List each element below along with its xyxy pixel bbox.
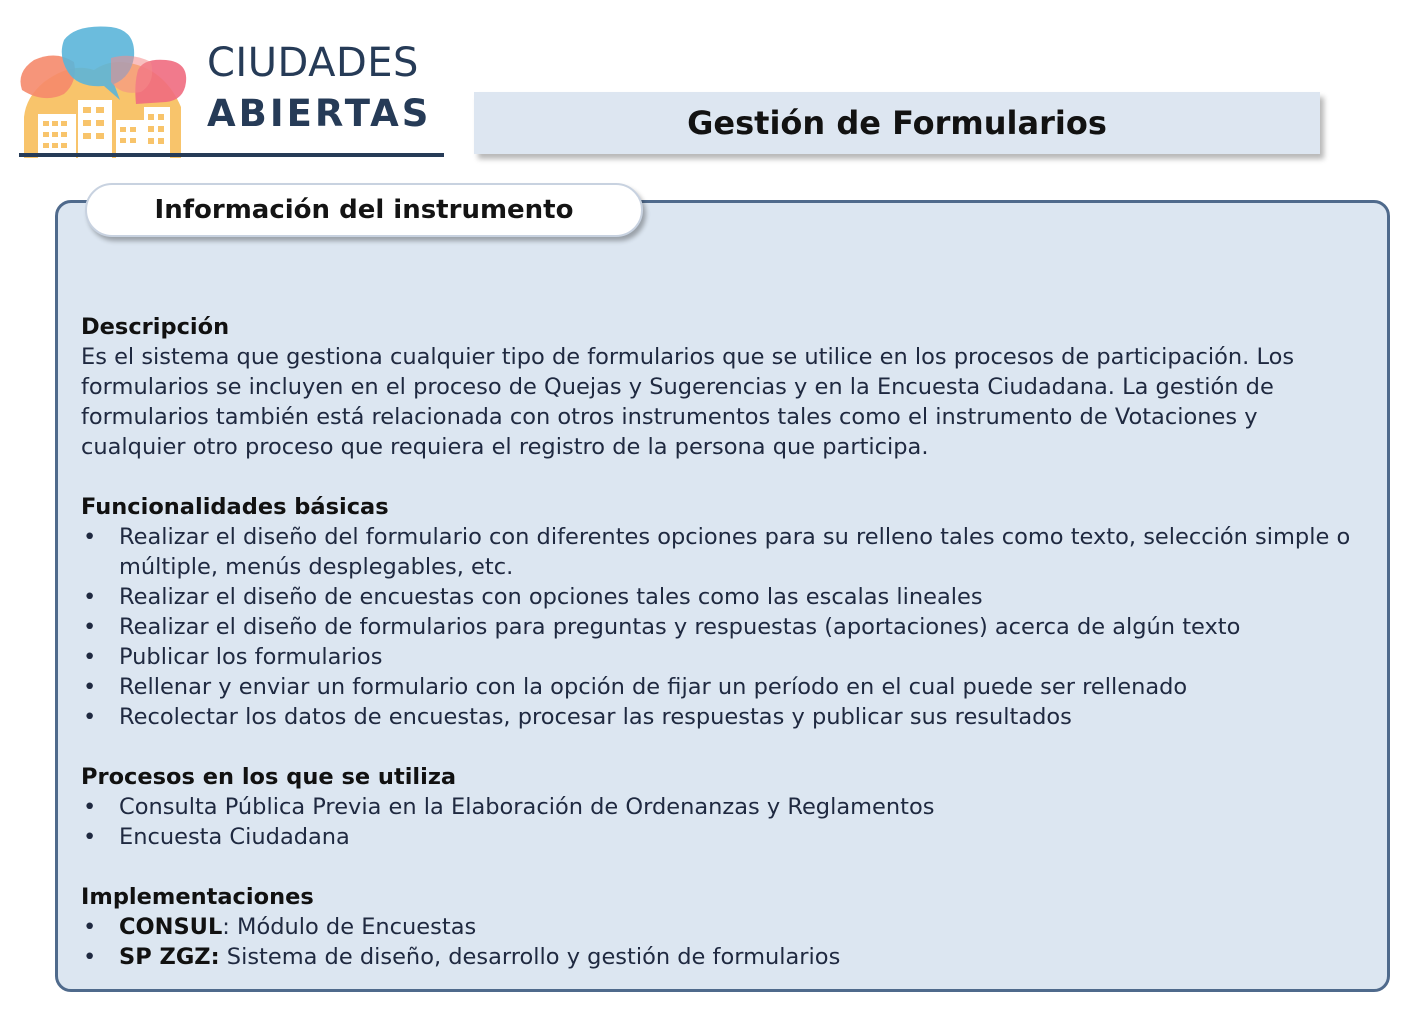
list-item: • Consulta Pública Previa en la Elaboración de Ordenanzas y Reglamentos	[81, 792, 1361, 822]
implementation-text: Sistema de diseño, desarrollo y gestión de formularios	[226, 944, 841, 970]
list-item: • Realizar el diseño de formularios para preguntas y respuestas (aportaciones) acerca de algún texto	[81, 612, 1361, 642]
processes-list	[81, 792, 1361, 852]
features-heading: Funcionalidades básicas	[81, 494, 389, 520]
city-speech-bubbles-icon	[16, 22, 206, 158]
list-item	[81, 942, 1361, 972]
page-title: Gestión de Formularios	[474, 92, 1320, 154]
ciudades-abiertas-logo	[16, 22, 448, 162]
description-text: Es el sistema que gestiona cualquier tipo de formularios que se utilice en los procesos de participación. Los formularios se incluyen en el proceso de Quejas y Sugerencias y en la Encuesta Ciudadana. La gestión de formularios también está relacionada con otros instrumentos tales como el instrumento de Votaciones y cualquier otro proceso que requiera el registro de la persona que participa.	[81, 344, 1295, 460]
list-item: • Realizar el diseño de encuestas con opciones tales como las escalas lineales	[81, 582, 1361, 612]
list-item: • Recolectar los datos de encuestas, procesar las respuestas y publicar sus resultados	[81, 702, 1361, 732]
implementations-heading: Implementaciones	[81, 884, 314, 910]
implementation-separator: :	[222, 914, 238, 940]
processes-section	[81, 762, 1361, 852]
logo-underline	[19, 153, 444, 157]
list-item: • Realizar el diseño del formulario con diferentes opciones para su relleno tales como texto, selección simple o múltiple, menús desplegables, etc.	[81, 522, 1361, 582]
features-list	[81, 522, 1361, 732]
implementations-list	[81, 912, 1361, 972]
panel-content	[81, 312, 1361, 972]
implementation-name: SP ZGZ:	[119, 944, 220, 970]
implementation-name: CONSUL	[119, 914, 223, 940]
processes-heading: Procesos en los que se utiliza	[81, 764, 457, 790]
description-section	[81, 312, 1361, 462]
panel-tab-title: Información del instrumento	[85, 183, 643, 237]
implementation-text: Módulo de Encuestas	[237, 914, 477, 940]
logo-text-ciudades: CIUDADES	[207, 40, 419, 86]
implementation-separator	[220, 944, 227, 970]
features-section	[81, 492, 1361, 732]
logo-text-abiertas: ABIERTAS	[207, 92, 432, 135]
list-item: • Publicar los formularios	[81, 642, 1361, 672]
description-heading: Descripción	[81, 314, 230, 340]
list-item: • Encuesta Ciudadana	[81, 822, 1361, 852]
list-item	[81, 912, 1361, 942]
list-item: • Rellenar y enviar un formulario con la opción de fijar un período en el cual puede ser rellenado	[81, 672, 1361, 702]
implementations-section	[81, 882, 1361, 972]
